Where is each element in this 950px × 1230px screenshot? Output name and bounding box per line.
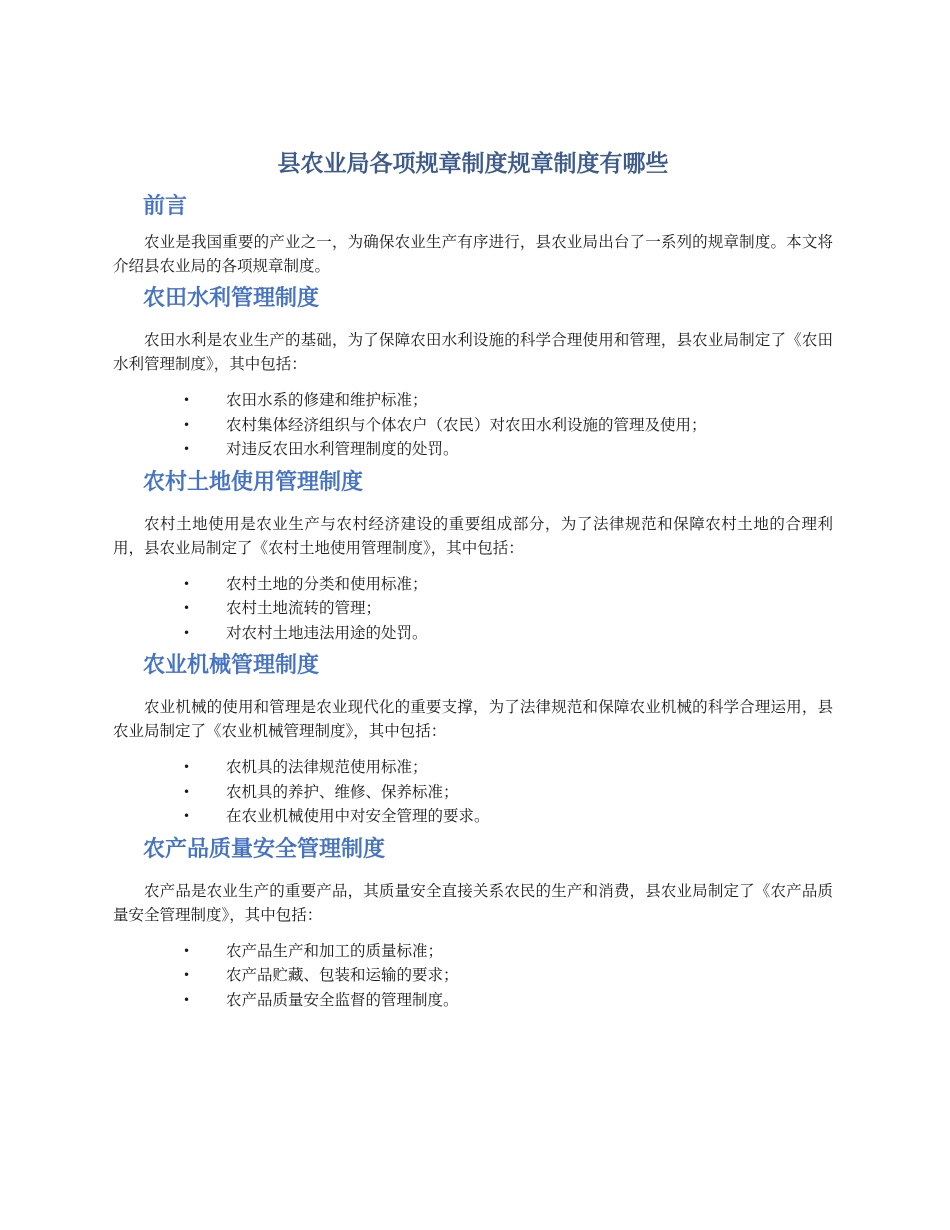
- list-item-text: 在农业机械使用中对安全管理的要求。: [226, 807, 490, 825]
- section-paragraph: 农产品是农业生产的重要产品，其质量安全直接关系农民的生产和消费，县农业局制定了《农产品质量安全管理制度》，其中包括：: [113, 881, 833, 924]
- list-item-text: 农田水系的修建和维护标准；: [226, 391, 428, 409]
- list-item: [113, 780, 833, 805]
- bullet-icon: •: [183, 601, 191, 615]
- bullet-icon: •: [183, 943, 191, 958]
- list-item: [113, 596, 833, 621]
- list-item: [113, 572, 833, 597]
- section-paragraph: 农村土地使用是农业生产与农村经济建设的重要组成部分，为了法律规范和保障农村土地的合理利用，县农业局制定了《农村土地使用管理制度》，其中包括：: [113, 514, 833, 557]
- section-heading: 农村土地使用管理制度: [143, 469, 364, 495]
- section-rural-land-use: [113, 468, 833, 646]
- section-preface: [113, 192, 833, 278]
- section-heading: 前言: [143, 194, 188, 219]
- section-agricultural-machinery: [113, 651, 833, 829]
- list-item: [113, 755, 833, 780]
- list-item: [113, 621, 833, 646]
- bullet-icon: •: [183, 393, 191, 407]
- section-heading: 农田水利管理制度: [143, 286, 320, 311]
- bullet-icon: •: [183, 576, 191, 591]
- list-item-text: 农机具的养护、维修、保养标准；: [226, 782, 459, 801]
- section-paragraph: 农业是我国重要的产业之一，为确保农业生产有序进行，县农业局出台了一系列的规章制度。本文将介绍县农业局的各项规章制度。: [113, 233, 833, 275]
- list-item-text: 农产品生产和加工的质量标准；: [226, 941, 444, 960]
- list-item-text: 农村土地流转的管理；: [226, 599, 382, 617]
- list-item: [113, 437, 833, 462]
- list-item-text: 农村集体经济组织与个体农户（农民）对农田水利设施的管理及使用；: [226, 415, 707, 434]
- list-item: [113, 963, 833, 988]
- bullet-icon: •: [183, 442, 191, 456]
- bullet-list: [113, 388, 833, 462]
- list-item: [113, 388, 833, 413]
- list-item-text: 农村土地的分类和使用标准；: [226, 574, 428, 593]
- bullet-icon: •: [183, 809, 191, 823]
- list-item-text: 农产品质量安全监督的管理制度。: [226, 990, 459, 1009]
- section-product-quality-safety: [113, 835, 833, 1013]
- bullet-list: [113, 572, 833, 646]
- section-heading: 农产品质量安全管理制度: [143, 836, 386, 862]
- document-title: 县农业局各项规章制度规章制度有哪些: [277, 151, 669, 177]
- list-item-text: 对农村土地违法用途的处罚。: [226, 623, 428, 642]
- bullet-icon: •: [183, 760, 191, 774]
- bullet-icon: •: [183, 784, 191, 799]
- section-farmland-irrigation: [113, 284, 833, 462]
- section-paragraph: 农业机械的使用和管理是农业现代化的重要支撑，为了法律规范和保障农业机械的科学合理运用，县农业局制定了《农业机械管理制度》，其中包括：: [113, 698, 833, 740]
- bullet-icon: •: [183, 417, 191, 432]
- bullet-icon: •: [183, 992, 191, 1007]
- list-item: [113, 939, 833, 964]
- bullet-list: [113, 755, 833, 829]
- list-item: [113, 988, 833, 1013]
- section-heading: 农业机械管理制度: [143, 653, 320, 678]
- bullet-icon: •: [183, 968, 191, 982]
- document-body: [113, 146, 833, 1012]
- list-item-text: 农产品贮藏、包装和运输的要求；: [226, 966, 459, 984]
- list-item-text: 农机具的法律规范使用标准；: [226, 758, 428, 776]
- bullet-list: [113, 939, 833, 1013]
- list-item-text: 对违反农田水利管理制度的处罚。: [226, 440, 459, 458]
- section-paragraph: 农田水利是农业生产的基础，为了保障农田水利设施的科学合理使用和管理，县农业局制定了《农田水利管理制度》，其中包括：: [113, 331, 833, 373]
- list-item: [113, 804, 833, 829]
- list-item: [113, 413, 833, 438]
- bullet-icon: •: [183, 625, 191, 640]
